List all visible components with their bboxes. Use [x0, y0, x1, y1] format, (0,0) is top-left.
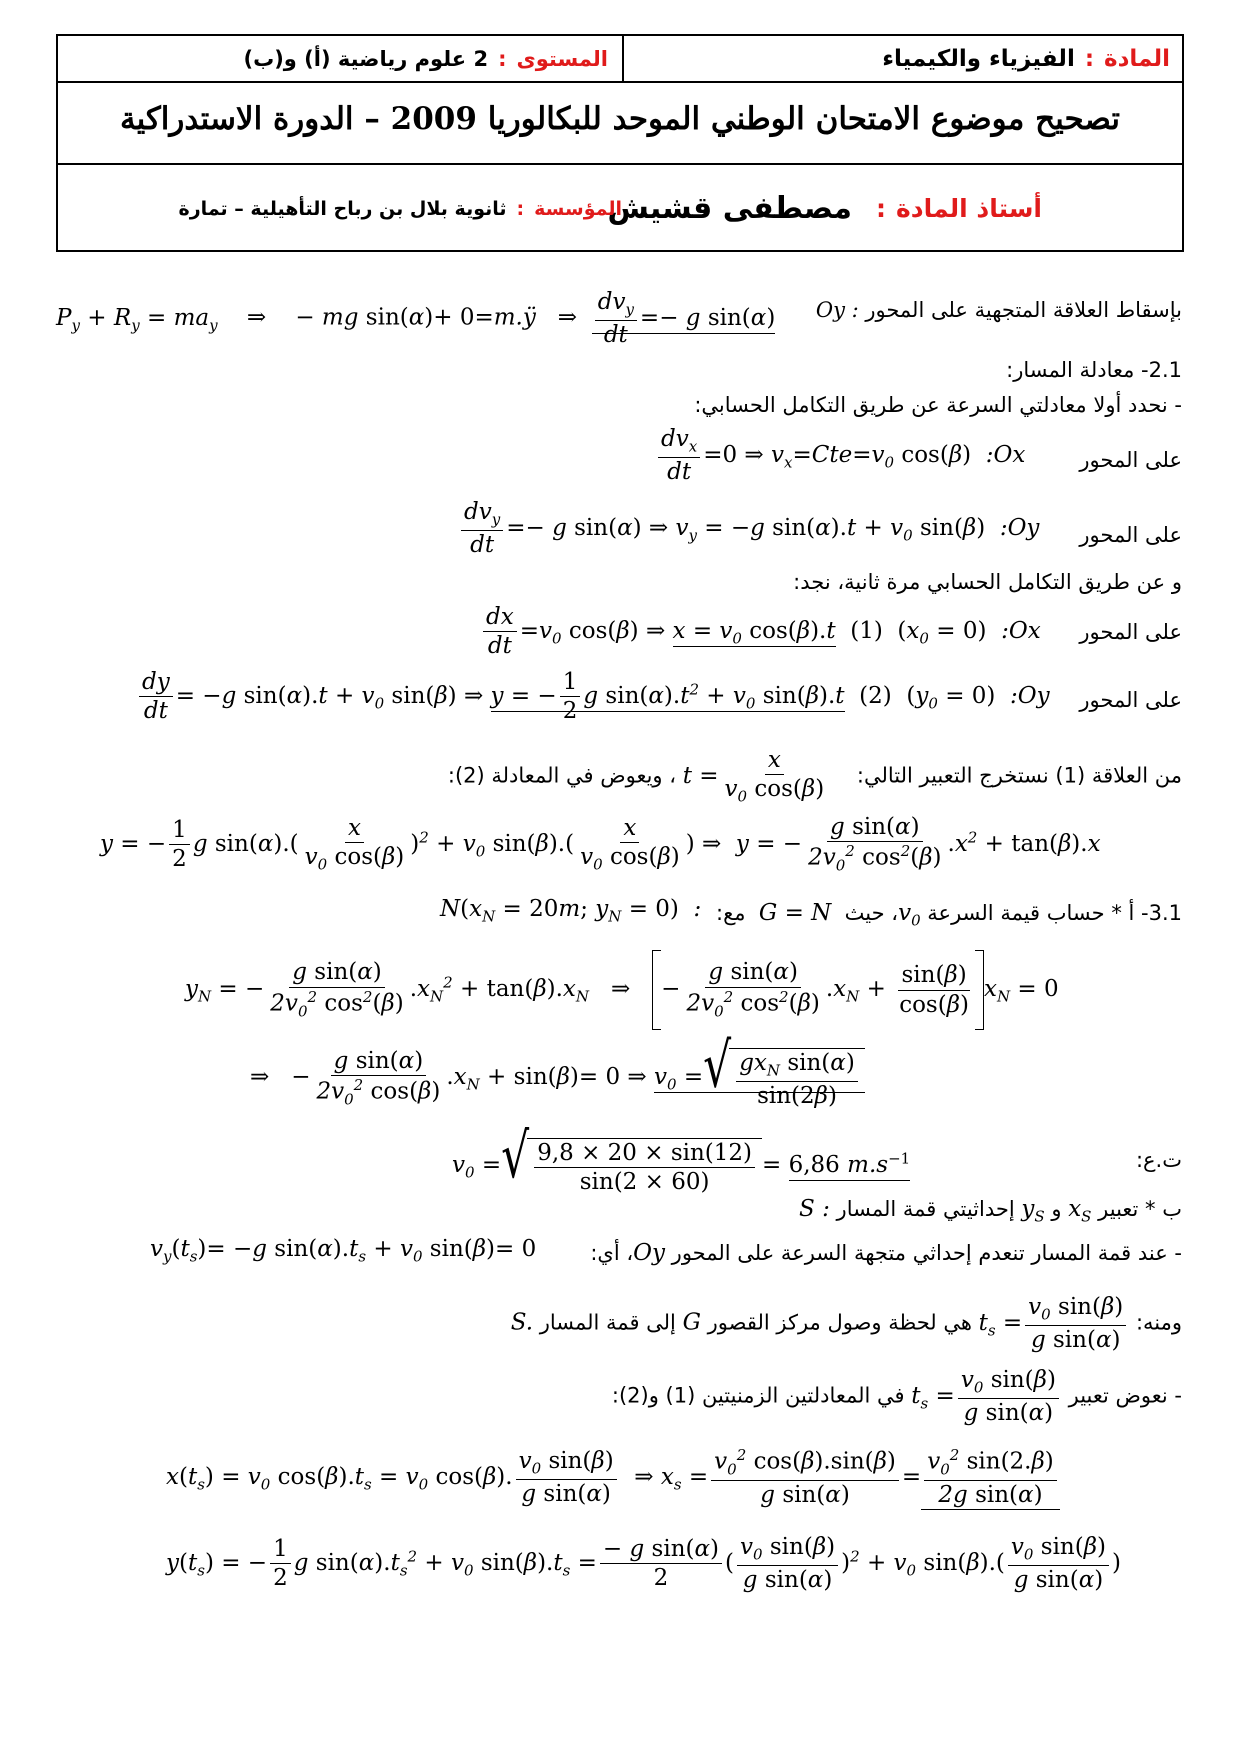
document-title: تصحيح موضوع الامتحان الوطني الموحد للبكالوريا 2009 – الدورة الاستدراكية [120, 101, 1120, 137]
equation-projection-oy: $P_y + R_y = ma_y$ ⇒ − mg sin(α)+ 0=m.ÿ ⇒ $\frac{dv_y}{dt}$ =− g sin(α) [56, 289, 776, 349]
where-label: ، حيث [844, 901, 899, 925]
to-top-label: إلى قمة المسار [539, 1310, 676, 1335]
equation-v0-expression: ⇒ − $\frac{\text{g sin(α)}}{2v_0^2 \cos(\beta)}$ $.x_N + \sin(\beta)= 0$ ⇒ $v_0$ = √ $\frac{gx_N \sin(\alpha)}{\sin(2\beta)}$ [250, 1048, 865, 1108]
header-row-teacher [58, 165, 1182, 252]
equation-x: $\frac{dx}{dt}$ $=v_0$ cos(β) ⇒ $x = v_0$ cos(β).t (1) $(x_0 = 0)$ :Ox [480, 605, 1041, 658]
equation-v0-numeric: $v_0$ = √ $\frac{9,8 \times 20 \times \sin(12)}{\sin(2 \times 60)}$ = 6,86 $m.s^{-1}$ [452, 1121, 911, 1196]
text-substitute-ts: - نعوض تعبير $t_s$ = $\frac{v_0 \sin(\beta)}{\text{g sin(α)}}$ في المعادلتين الزمنيتين (1) و(2): [611, 1367, 1182, 1427]
with-label: مع: [716, 901, 746, 925]
header-row-title [58, 83, 1182, 165]
school-cell [179, 165, 622, 252]
subject-cell [882, 36, 1170, 81]
header-divider [622, 36, 624, 81]
teacher-name: مصطفى قشيش [607, 191, 853, 226]
teacher-label: أستاذ المادة [896, 194, 1042, 223]
level-label: المستوى [516, 46, 608, 71]
hence-label: ومنه: [1135, 1310, 1182, 1335]
text-from-relation: من العلاقة (1) نستخرج التعبير التالي: t = $\frac{x}{v_0 \cos(\beta)}$ ، ويعوض في المعادلة (2): [447, 747, 1182, 806]
teacher-colon: : [876, 194, 887, 223]
text-hence-ts: ومنه: $t_s$ = $\frac{v_0 \sin(\beta)}{\text{g sin(α)}}$ هي لحظة وصول مركز القصور G إلى قمة المسار S. [510, 1294, 1182, 1354]
subject-value: الفيزياء والكيمياء [882, 45, 1075, 72]
section-b-label: ب * تعبير [1098, 1197, 1182, 1221]
equation-vy-top: $v_y(t_s)= -g$ $\sin(\alpha).t_s + v_0$ sin(β)= 0 [150, 1236, 537, 1266]
label-on-axis-ox-2: على المحور [1079, 620, 1182, 644]
subject-colon: : [1084, 45, 1095, 72]
school-value: ثانوية بلال بن رباح التأهيلية – تمارة [178, 197, 507, 220]
heading-2-1: 2.1- معادلة المسار: [1006, 358, 1182, 382]
text-top-velocity: - عند قمة المسار تنعدم إحداثي متجهة السرعة على المحور Oy، أي: [590, 1240, 1182, 1266]
substitute-into-label: ، ويعوض في المعادلة (2): [447, 763, 677, 788]
header-table [56, 34, 1184, 252]
level-value: 2 علوم رياضية (أ) و(ب) [243, 46, 489, 71]
that-is-label: ، أي: [590, 1241, 634, 1265]
header-row-subject [58, 36, 1182, 83]
text-projection-oy: بإسقاط العلاقة المتجهية على المحور Oy : [809, 298, 1182, 322]
school-colon: : [516, 197, 525, 220]
equation-vy: $\frac{dv_y}{dt}$ =− g sin(α) ⇒ $v_y = -g$ $\sin(\alpha).t + v_0$ sin(β) :Oy [458, 500, 1039, 557]
text-first-velocity: - نحدد أولا معادلتي السرعة عن طريق التكامل الحسابي: [694, 393, 1182, 417]
level-colon: : [498, 46, 507, 71]
substitute-ts-label: - نعوض تعبير [1068, 1383, 1182, 1408]
from-relation-label: من العلاقة (1) نستخرج التعبير التالي: [856, 763, 1182, 788]
level-cell [244, 36, 609, 81]
equation-y: $\frac{dy}{dt}$ = −g $\sin(\alpha).t + v_0$ sin(β) ⇒ y = − $\frac{1}{2}$ g $\sin(\alpha).t^2 + v_0$ sin(β).t (2) $(y_0 = 0)$ :Oy [136, 670, 1050, 723]
school-label: المؤسسة [534, 197, 622, 220]
equation-yn: $y_N$ = − $\frac{\text{g sin(α)}}{2v_0^2 \cos^2(\beta)}$ $.x_N^2 + \tan(\beta).x_N$ ⇒ − $\frac{\text{g sin(α)}}{2v_0^2 \cos^2(\beta)}$ $.x_N$ + $\frac{\sin(\beta)}{\cos(\beta)}$ $x_N = 0$ [185, 950, 1059, 1030]
equation-point-n: $N(x_N = 20m$; $y_N = 0$) : [440, 896, 702, 926]
equation-xs: $x(t_s) = v_0$ $\cos(\beta).t_s = v_0$ cos(β). $\frac{v_0 \sin(\beta)}{\text{g sin(α)}}$ ⇒ $x_s$ = $\frac{v_0^2 \cos(\beta).\sin(\beta)}{\text{g sin(α)}}$ = $\frac{v_0^2 \sin(2.\beta)}{\text{2g sin(α)}}$ [166, 1448, 1060, 1510]
label-on-axis-oy-1: على المحور [1079, 523, 1182, 547]
equation-ys: $y(t_s)$ = − $\frac{1}{2}$ g $\sin(\alpha).t_s^2 + v_0$ $\sin(\beta).t_s$ = $\frac{\text{− g sin(α)}}{2}$ ( $\frac{v_0 \sin(\beta)}{\text{g sin(α)}}$ )$^2 + v_0$ sin(β).( $\frac{v_0 \sin(\beta)}{\text{g sin(α)}}$ ) [166, 1534, 1121, 1594]
section-3-1a-label: 3.1- أ * حساب قيمة السرعة [927, 901, 1182, 925]
top-velocity-label: - عند قمة المسار تنعدم إحداثي متجهة السرعة على المحور [671, 1241, 1182, 1265]
heading-3-1a: 3.1- أ * حساب قيمة السرعة $v_0،$ حيث G = N مع: [716, 900, 1182, 930]
text-second-integration: و عن طريق التكامل الحسابي مرة ثانية، نجد: [793, 570, 1182, 594]
equation-trajectory: y = − $\frac{1}{2}$ g sin(α).( $\frac{x}{v_0 \cos(\beta)}$ )$^2 + v_0$ sin(β).( $\frac{x}{v_0 \cos(\beta)}$ ) ⇒ y = − $\frac{\text{g sin(α)}}{2v_0^2 \cos^2(\beta)}$ $.x^2 + \tan(\beta).x$ [100, 814, 1101, 875]
is-moment-label: هي لحظة وصول مركز القصور [707, 1310, 972, 1335]
equation-vx: $\frac{dv_x}{dt}$ =0 ⇒ $v_x=Cte=v_0$ cos(β) :Ox [655, 427, 1025, 484]
in-time-equations-label: في المعادلتين الزمنيتين (1) و(2): [611, 1383, 905, 1408]
heading-b: ب * تعبير $x_S$ و $y_S$ إحداثيتي قمة المسار S : [799, 1196, 1182, 1226]
label-on-axis-oy-2: على المحور [1079, 688, 1182, 712]
label-on-axis-ox-1: على المحور [1079, 448, 1182, 472]
coords-of-top-label: إحداثيتي قمة المسار [836, 1197, 1015, 1221]
projection-oy-label: بإسقاط العلاقة المتجهية على المحور [865, 298, 1182, 322]
subject-label: المادة [1104, 45, 1170, 72]
teacher-cell [607, 165, 1042, 252]
label-numerical: ت.ع: [1135, 1148, 1182, 1172]
and-label: و [1051, 1197, 1062, 1221]
